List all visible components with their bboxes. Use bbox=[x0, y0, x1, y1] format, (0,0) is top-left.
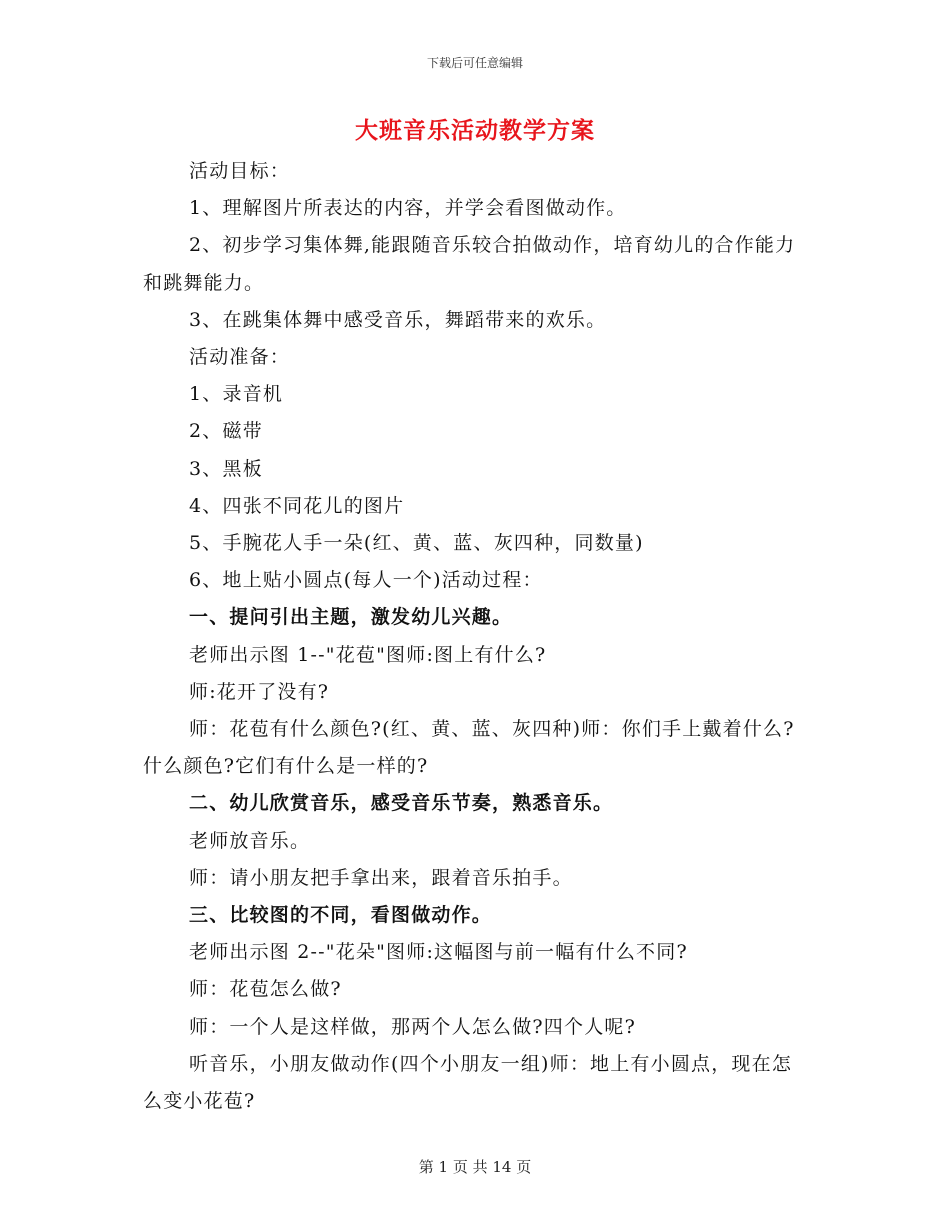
paragraph: 2、初步学习集体舞,能跟随音乐较合拍做动作，培育幼儿的合作能力和跳舞能力。 bbox=[143, 234, 796, 294]
paragraph: 活动准备： bbox=[189, 346, 291, 369]
document-body bbox=[143, 153, 808, 1120]
paragraph: 1、理解图片所表达的内容，并学会看图做动作。 bbox=[189, 197, 627, 220]
paragraph: 师:花开了没有? bbox=[189, 680, 330, 703]
page-header-note: 下载后可任意编辑 bbox=[426, 56, 523, 70]
paragraph: 6、地上贴小圆点(每人一个)活动过程： bbox=[189, 569, 543, 592]
paragraph: 听音乐，小朋友做动作(四个小朋友一组)师：地上有小圆点，现在怎么变小花苞? bbox=[143, 1052, 793, 1113]
paragraph: 3、黑板 bbox=[189, 457, 263, 480]
page-number: 第 1 页 共 14 页 bbox=[418, 1158, 532, 1176]
paragraph: 5、手腕花人手一朵(红、黄、蓝、灰四种，同数量) bbox=[189, 532, 644, 555]
paragraph: 活动目标： bbox=[189, 160, 291, 182]
paragraph: 老师出示图 1--"花苞"图师:图上有什么? bbox=[189, 643, 547, 666]
paragraph: 师：花苞有什么颜色?(红、黄、蓝、灰四种)师：你们手上戴着什么?什么颜色?它们有什么是一样的? bbox=[143, 718, 795, 778]
paragraph: 师：花苞怎么做? bbox=[189, 978, 342, 1001]
paragraph: 老师出示图 2--"花朵"图师:这幅图与前一幅有什么不同? bbox=[189, 941, 688, 964]
paragraph: 1、录音机 bbox=[189, 383, 284, 406]
section-heading: 一、提问引出主题，激发幼儿兴趣。 bbox=[189, 606, 513, 629]
paragraph: 2、磁带 bbox=[189, 420, 263, 443]
paragraph: 师：请小朋友把手拿出来，跟着音乐拍手。 bbox=[189, 866, 573, 889]
paragraph: 老师放音乐。 bbox=[189, 829, 311, 852]
section-heading: 二、幼儿欣赏音乐，感受音乐节奏，熟悉音乐。 bbox=[189, 792, 614, 815]
paragraph: 4、四张不同花儿的图片 bbox=[189, 494, 405, 517]
section-heading: 三、比较图的不同，看图做动作。 bbox=[189, 904, 493, 927]
paragraph: 3、在跳集体舞中感受音乐，舞蹈带来的欢乐。 bbox=[189, 308, 607, 331]
document-title: 大班音乐活动教学方案 bbox=[355, 117, 595, 144]
paragraph: 师：一个人是这样做，那两个人怎么做?四个人呢? bbox=[189, 1015, 636, 1038]
